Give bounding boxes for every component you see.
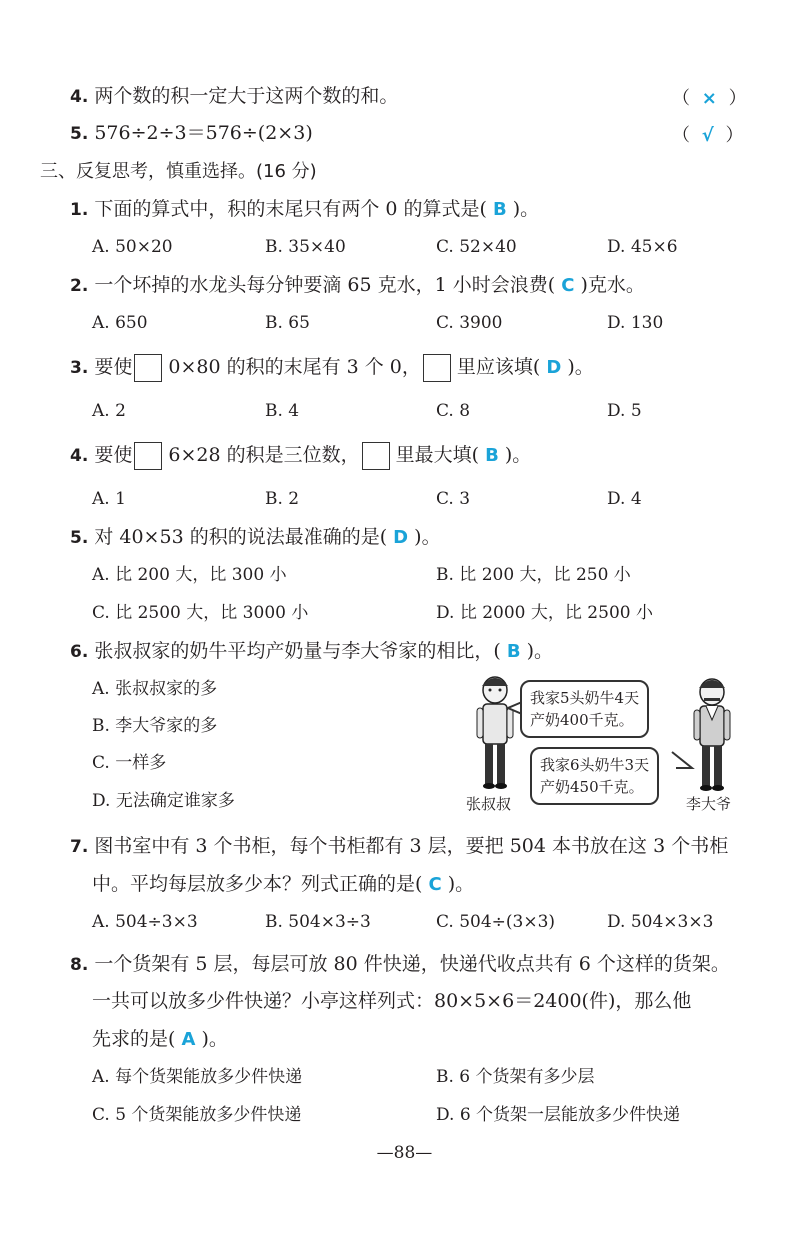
q5-option-d: D. 比 2000 大，比 2500 小 xyxy=(436,603,653,623)
q6-option-a: A. 张叔叔家的多 xyxy=(92,679,218,699)
q3-option-a: A. 2 xyxy=(92,401,126,421)
man-right-figure xyxy=(694,679,730,791)
person-label-li: 李大爷 xyxy=(686,795,732,813)
blank-box xyxy=(362,442,390,470)
q7-option-c: C. 504÷(3×3) xyxy=(436,912,556,932)
judgement-answer-5: （ √ ） xyxy=(672,125,744,146)
page-number: —88— xyxy=(376,1143,433,1163)
question-8-line-1: 8. 一个货架有 5 层，每层可放 80 件快递，快递代收点共有 6 个这样的货架。 xyxy=(70,953,730,975)
q2-option-b: B. 65 xyxy=(265,313,310,333)
question-1: 1. 下面的算式中，积的末尾只有两个 0 的算式是( B )。 xyxy=(70,198,540,220)
q6-option-b: B. 李大爷家的多 xyxy=(92,716,218,736)
section-title: 三、反复思考，慎重选择。(16 分) xyxy=(40,161,317,182)
question-4: 4. 要使 6×28 的积是三位数， 里最大填( B )。 xyxy=(70,442,531,470)
question-2: 2. 一个坏掉的水龙头每分钟要滴 65 克水，1 小时会浪费( C )克水。 xyxy=(70,274,645,296)
q8-option-b: B. 6 个货架有多少层 xyxy=(436,1067,595,1087)
q7-option-b: B. 504×3÷3 xyxy=(265,912,371,932)
q8-option-d: D. 6 个货架一层能放多少件快递 xyxy=(436,1105,681,1125)
q1-option-a: A. 50×20 xyxy=(92,237,173,257)
blank-box xyxy=(134,442,162,470)
question-7-line-2: 中。平均每层放多少本？列式正确的是( C )。 xyxy=(92,873,475,895)
q4-option-c: C. 3 xyxy=(436,489,471,509)
question-5: 5. 对 40×53 的积的说法最准确的是( D )。 xyxy=(70,526,441,548)
q3-option-c: C. 8 xyxy=(436,401,471,421)
judgement-item-4: 4. 两个数的积一定大于这两个数的和。 xyxy=(70,85,399,107)
q2-option-d: D. 130 xyxy=(607,313,664,333)
question-3: 3. 要使 0×80 的积的末尾有 3 个 0， 里应该填( D )。 xyxy=(70,354,594,382)
man-left-figure xyxy=(477,677,513,789)
q4-option-a: A. 1 xyxy=(92,489,126,509)
question-7-line-1: 7. 图书室中有 3 个书柜，每个书柜都有 3 层，要把 504 本书放在这 3 个书柜 xyxy=(70,835,729,857)
blank-box xyxy=(423,354,451,382)
q3-option-b: B. 4 xyxy=(265,401,300,421)
question-8-line-2: 一共可以放多少件快递？小亭这样列式：80×5×6＝2400(件)，那么他 xyxy=(92,990,692,1012)
q2-option-a: A. 650 xyxy=(92,313,148,333)
q1-option-c: C. 52×40 xyxy=(436,237,517,257)
q1-option-d: D. 45×6 xyxy=(607,237,678,257)
q8-option-c: C. 5 个货架能放多少件快递 xyxy=(92,1105,302,1125)
q4-option-d: D. 4 xyxy=(607,489,642,509)
q7-option-d: D. 504×3×3 xyxy=(607,912,714,932)
blank-box xyxy=(134,354,162,382)
q2-option-c: C. 3900 xyxy=(436,313,503,333)
q5-option-a: A. 比 200 大，比 300 小 xyxy=(92,565,287,585)
q5-option-c: C. 比 2500 大，比 3000 小 xyxy=(92,603,309,623)
person-label-zhang: 张叔叔 xyxy=(466,795,512,813)
q3-option-d: D. 5 xyxy=(607,401,642,421)
q4-option-b: B. 2 xyxy=(265,489,300,509)
q8-option-a: A. 每个货架能放多少件快递 xyxy=(92,1067,303,1087)
judgement-item-5: 5. 576÷2÷3＝576÷(2×3) xyxy=(70,122,313,144)
q7-option-a: A. 504÷3×3 xyxy=(92,912,198,932)
speech-bubble-1: 我家5头奶牛4天 产奶400千克。 xyxy=(520,680,649,738)
question-6: 6. 张叔叔家的奶牛平均产奶量与李大爷家的相比，( B )。 xyxy=(70,640,554,662)
q6-option-c: C. 一样多 xyxy=(92,753,167,773)
q5-option-b: B. 比 200 大，比 250 小 xyxy=(436,565,631,585)
judgement-answer-4: （ × ） xyxy=(672,88,747,109)
question-8-line-3: 先求的是( A )。 xyxy=(92,1028,228,1050)
q6-option-d: D. 无法确定谁家多 xyxy=(92,791,235,811)
q1-option-b: B. 35×40 xyxy=(265,237,346,257)
speech-bubble-2: 我家6头奶牛3天 产奶450千克。 xyxy=(530,747,659,805)
